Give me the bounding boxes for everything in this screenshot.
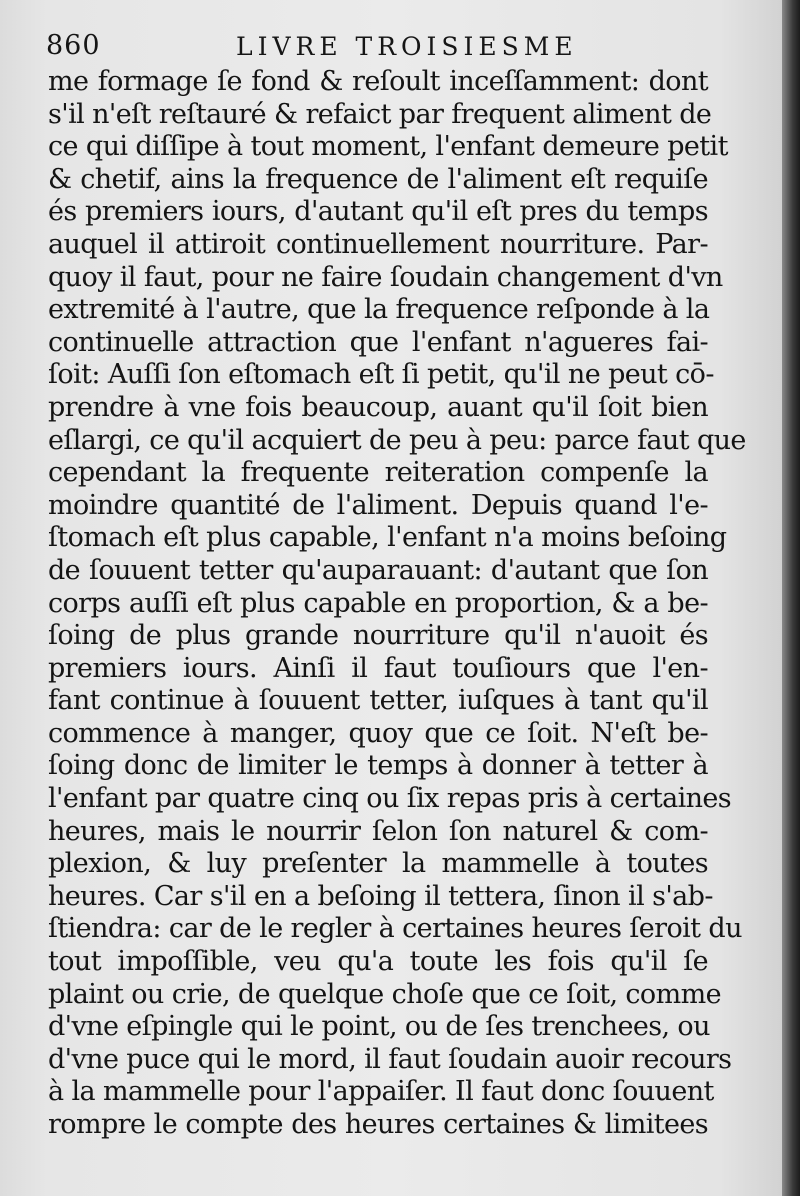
running-title: LIVRE TROISIESME (236, 32, 578, 61)
text-line: d'vne eſpingle qui le point, ou de ſes trenchees, ou (48, 1011, 710, 1043)
text-line: corps auſſi eſt plus capable en proportion, & a be- (48, 587, 708, 619)
text-line: heures, mais le nourrir ſelon ſon naturel & com- (48, 815, 708, 847)
text-line: rompre le compte des heures certaines & limitees (48, 1109, 708, 1140)
text-line: eſlargi, ce qu'il acquiert de peu à peu: parce faut que (48, 424, 746, 456)
text-line: & chetif, ains la frequence de l'aliment eſt requiſe (48, 163, 708, 195)
text-line: heures. Car s'il en a beſoing il tettera, ſinon il s'ab- (48, 880, 713, 912)
text-line: d'vne puce qui le mord, il faut ſoudain auoir recours (48, 1043, 732, 1075)
text-line: ſtomach eſt plus capable, l'enfant n'a moins beſoing (48, 522, 727, 554)
text-line: s'il n'eſt reſtauré & refaict par frequent aliment de (48, 98, 712, 130)
text-line: quoy il faut, pour ne faire ſoudain changement d'vn (48, 261, 723, 293)
text-line: fant continue à ſouuent tetter, iuſques à tant qu'il (48, 685, 708, 717)
text-line: continuelle attraction que l'enfant n'agueres fai- (48, 326, 708, 358)
text-line: à la mammelle pour l'appaiſer. Il faut donc ſouuent (48, 1076, 714, 1108)
text-line: commence à manger, quoy que ce ſoit. N'eſt be- (48, 717, 708, 749)
text-line: moindre quantité de l'aliment. Depuis quand l'e- (48, 489, 708, 521)
text-line: prendre à vne fois beaucoup, auant qu'il ſoit bien (48, 391, 708, 423)
text-line: me formage ſe fond & reſoult inceſſamment: dont (48, 66, 708, 97)
text-line: és premiers iours, d'autant qu'il eſt pres du temps (48, 196, 708, 228)
text-line: plexion, & luy preſenter la mammelle à toutes (48, 848, 708, 880)
book-gutter-shadow (782, 0, 800, 1196)
text-line: premiers iours. Ainſi il faut touſiours que l'en- (48, 652, 708, 684)
body-text (48, 66, 746, 1142)
text-line: l'enfant par quatre cinq ou ſix repas pris à certaines (48, 783, 732, 815)
text-line: auquel il attiroit continuellement nourriture. Par- (48, 228, 708, 260)
text-line: ſtiendra: car de le regler à certaines heures ſeroit du (48, 913, 742, 945)
text-line: tout impoſſible, veu qu'a toute les fois qu'il ſe (48, 946, 708, 978)
text-line: ſoing donc de limiter le temps à donner à tetter à (48, 750, 708, 782)
text-line: de ſouuent tetter qu'auparauant: d'autant que ſon (48, 554, 708, 586)
page-header (46, 30, 706, 66)
page-number: 860 (46, 30, 101, 61)
text-line: extremité à l'autre, que la frequence reſponde à la (48, 294, 710, 326)
text-line: cependant la frequente reiteration compenſe la (48, 457, 708, 489)
text-line: ſoing de plus grande nourriture qu'il n'auoit és (48, 620, 708, 652)
text-line: ſoit: Auſſi ſon eſtomach eſt ſi petit, qu'il ne peut cō- (48, 359, 714, 391)
text-line: plaint ou crie, de quelque choſe que ce ſoit, comme (48, 978, 721, 1010)
text-line: ce qui diſſipe à tout moment, l'enfant demeure petit (48, 131, 728, 163)
